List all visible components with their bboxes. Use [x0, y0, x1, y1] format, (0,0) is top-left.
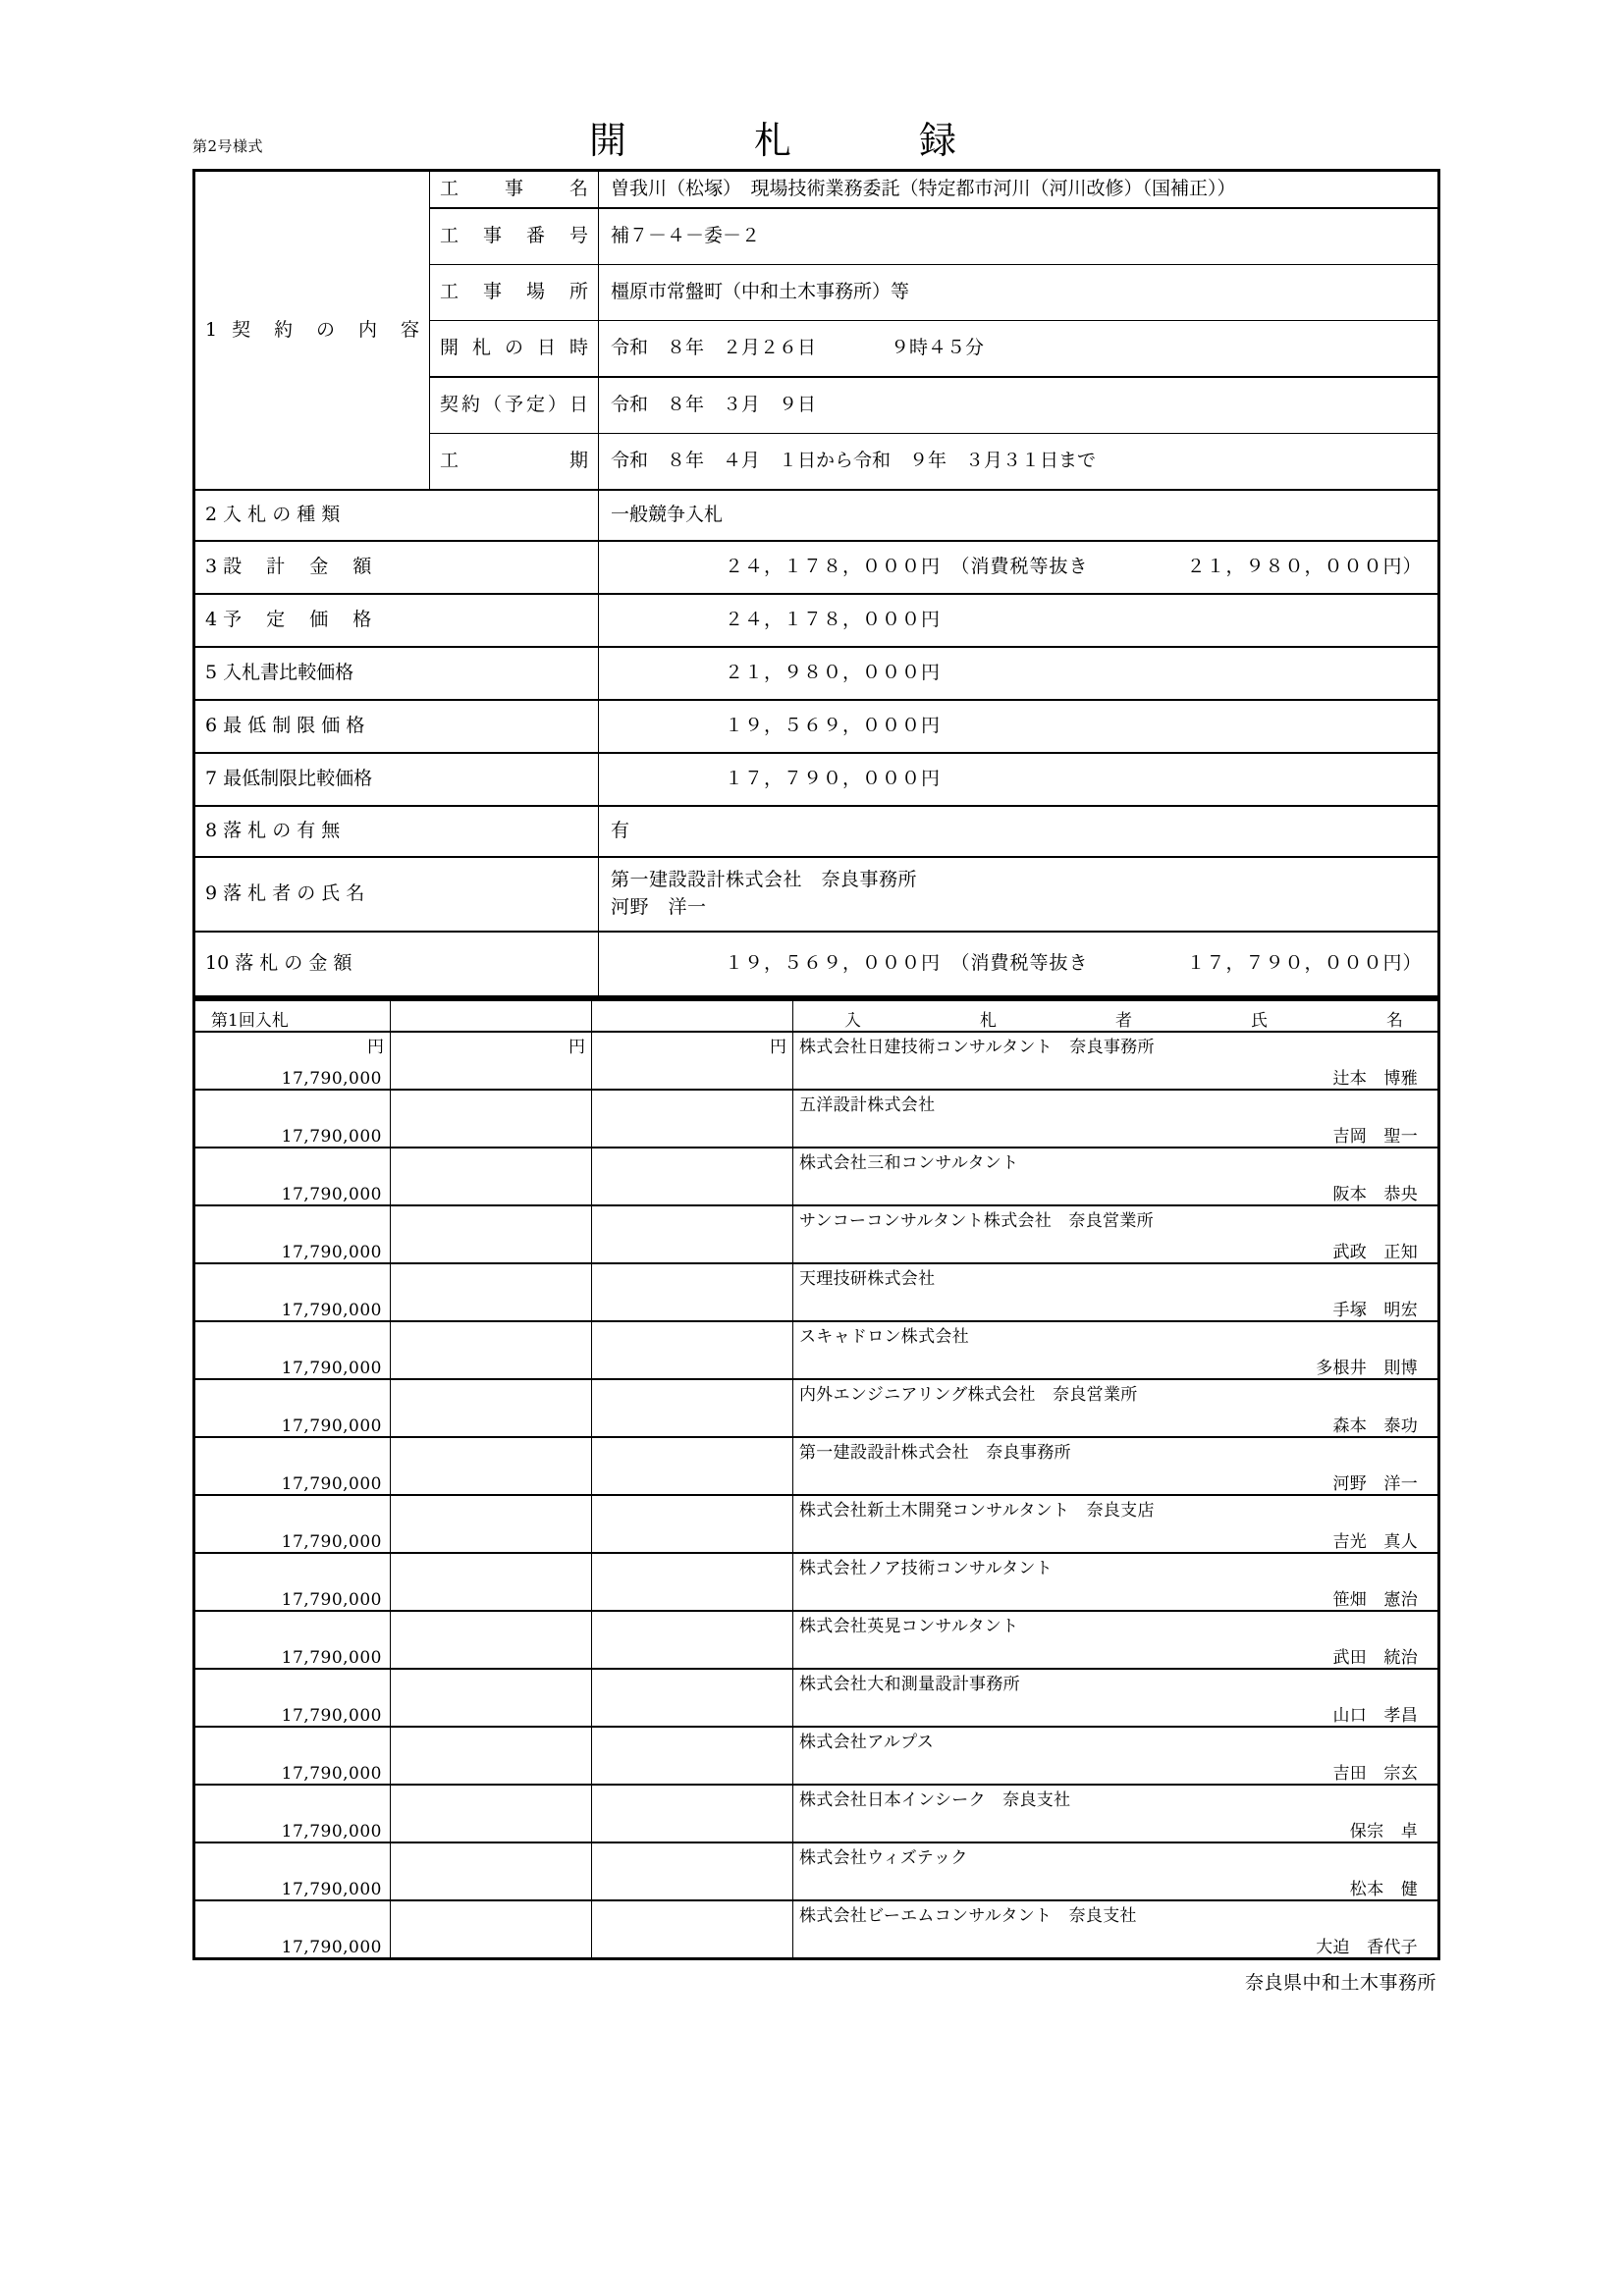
- table-row: [194, 1289, 1439, 1321]
- table-row: [194, 1521, 1439, 1553]
- winner-person: 河野 洋一: [611, 895, 707, 918]
- bidder-person: 阪本 恭央: [793, 1173, 1439, 1205]
- bid-amount-yen-3: [592, 1669, 793, 1694]
- bidder-company: 天理技研株式会社: [793, 1263, 1439, 1289]
- table-row: [194, 1090, 1439, 1115]
- table-row: [194, 1148, 1439, 1173]
- table-row: [194, 1032, 1439, 1057]
- bidder-company: 株式会社日本インシーク 奈良支社: [793, 1785, 1439, 1810]
- item-value-bid-compare-price: ２１，９８０，０００円: [599, 647, 1439, 700]
- bid-amount-yen-1: [194, 1148, 391, 1173]
- bid-amount: 17,790,000: [194, 1868, 391, 1900]
- bid-amount-round3: [592, 1926, 793, 1959]
- bid-amount-round2: [391, 1636, 592, 1669]
- bid-amount-yen-2: [391, 1785, 592, 1810]
- item-label-minimum-compare-price: 7 最低制限比較価格: [194, 753, 599, 806]
- bid-amount-yen-3: [592, 1437, 793, 1463]
- form-number: 第2号様式: [192, 137, 264, 155]
- table-row: [194, 1437, 1439, 1463]
- bid-round-col3: [592, 1000, 793, 1033]
- bid-amount-yen-2: [391, 1148, 592, 1173]
- bid-amount-yen-2: [391, 1553, 592, 1578]
- bid-amount-round3: [592, 1231, 793, 1263]
- bidder-person: 吉岡 聖一: [793, 1115, 1439, 1148]
- bid-amount-yen-2: [391, 1205, 592, 1231]
- bid-amount-round2: [391, 1289, 592, 1321]
- page-title: 開 札 録: [589, 119, 1002, 162]
- bidder-company: 株式会社大和測量設計事務所: [793, 1669, 1439, 1694]
- bid-amount-round2: [391, 1578, 592, 1611]
- bidder-person: 山口 孝昌: [793, 1694, 1439, 1727]
- table-row: [194, 1405, 1439, 1437]
- item-label-winning-amount: 10 落 札 の 金 額: [194, 932, 599, 997]
- bidder-company: サンコーコンサルタント株式会社 奈良営業所: [793, 1205, 1439, 1231]
- item-label-award-exists: 8 落 札 の 有 無: [194, 806, 599, 857]
- table-row: [194, 1669, 1439, 1694]
- row-value-contract-date: 令和 ８年 ３月 ９日: [599, 377, 1439, 434]
- bid-amount-round3: [592, 1289, 793, 1321]
- item-label-winner-name: 9 落 札 者 の 氏 名: [194, 857, 599, 932]
- bid-amount: 17,790,000: [194, 1057, 391, 1090]
- bid-amount-round2: [391, 1173, 592, 1205]
- item-value-winner: [599, 857, 1439, 932]
- item-value-minimum-price: １９，５６９，０００円: [599, 700, 1439, 753]
- bid-amount-yen-3: 円: [592, 1032, 793, 1057]
- bid-amount: 17,790,000: [194, 1926, 391, 1959]
- bid-amount-yen-3: [592, 1263, 793, 1289]
- bid-amount-round2: [391, 1694, 592, 1727]
- item-value-design-amount: ２４，１７８，０００円 （消費税等抜き ２１，９８０，０００円）: [599, 541, 1439, 594]
- bid-amount: 17,790,000: [194, 1173, 391, 1205]
- bid-amount-yen-2: [391, 1727, 592, 1752]
- bidder-company: 株式会社ノア技術コンサルタント: [793, 1553, 1439, 1578]
- bid-amount-yen-1: [194, 1900, 391, 1926]
- bidder-person: 保宗 卓: [793, 1810, 1439, 1842]
- bid-amount-yen-1: [194, 1785, 391, 1810]
- table-row: [194, 1611, 1439, 1636]
- bid-amount-round2: [391, 1926, 592, 1959]
- bid-amount-yen-1: [194, 1321, 391, 1347]
- bidder-company: 五洋設計株式会社: [793, 1090, 1439, 1115]
- bid-amount-round2: [391, 1057, 592, 1090]
- item-label-bid-compare-price: 5 入札書比較価格: [194, 647, 599, 700]
- bidder-company: 内外エンジニアリング株式会社 奈良営業所: [793, 1379, 1439, 1405]
- bid-amount-yen-3: [592, 1379, 793, 1405]
- bid-amount-yen-3: [592, 1611, 793, 1636]
- table-row: [194, 1463, 1439, 1495]
- table-row: [194, 1495, 1439, 1521]
- bidder-company: 株式会社アルプス: [793, 1727, 1439, 1752]
- bid-amount-yen-1: [194, 1495, 391, 1521]
- row-value-bid-datetime: 令和 ８年 ２月２６日 ９時４５分: [599, 320, 1439, 377]
- item-label-bid-type-text: 2 入 札 の 種 類: [205, 503, 341, 525]
- row-label-work-location: 工 事 場 所: [430, 264, 599, 320]
- table-row: [194, 1205, 1439, 1231]
- bid-amount-yen-2: [391, 1263, 592, 1289]
- bid-amount-yen-2: [391, 1900, 592, 1926]
- bid-round-col2: [391, 1000, 592, 1033]
- bid-amount-yen-1: [194, 1379, 391, 1405]
- bid-amount-round3: [592, 1347, 793, 1379]
- table-row: [194, 1578, 1439, 1611]
- bidder-person: 吉光 真人: [793, 1521, 1439, 1553]
- bid-amount-round3: [592, 1694, 793, 1727]
- bid-amount: 17,790,000: [194, 1405, 391, 1437]
- bid-amount: 17,790,000: [194, 1521, 391, 1553]
- table-row: [194, 1785, 1439, 1810]
- bidder-names-header: 入 札 者 氏 名: [793, 1000, 1439, 1033]
- bid-amount-yen-2: [391, 1495, 592, 1521]
- bid-amount-round2: [391, 1405, 592, 1437]
- bid-amount-yen-3: [592, 1205, 793, 1231]
- bidder-company: 株式会社英晃コンサルタント: [793, 1611, 1439, 1636]
- bid-amount: 17,790,000: [194, 1463, 391, 1495]
- bidder-person: 吉田 宗玄: [793, 1752, 1439, 1785]
- bidder-company: 株式会社三和コンサルタント: [793, 1148, 1439, 1173]
- bid-amount-yen-1: [194, 1611, 391, 1636]
- bid-amount-yen-3: [592, 1148, 793, 1173]
- bidder-person: 大迫 香代子: [793, 1926, 1439, 1959]
- table-row: [194, 1263, 1439, 1289]
- table-row: [194, 1057, 1439, 1090]
- bidder-company: スキャドロン株式会社: [793, 1321, 1439, 1347]
- item-label-design-amount: 3 設 計 金 額: [194, 541, 599, 594]
- bid-amount-round2: [391, 1521, 592, 1553]
- table-row: [194, 1231, 1439, 1263]
- bid-amount: 17,790,000: [194, 1752, 391, 1785]
- row-label-contract-date: 契約（予定）日: [430, 377, 599, 434]
- item-label-bid-type: [194, 490, 599, 541]
- bid-amount: 17,790,000: [194, 1115, 391, 1148]
- bid-amount-round3: [592, 1752, 793, 1785]
- bidder-person: 武政 正知: [793, 1231, 1439, 1263]
- bid-amount-yen-2: 円: [391, 1032, 592, 1057]
- bid-amount-round3: [592, 1173, 793, 1205]
- bid-amount-round2: [391, 1868, 592, 1900]
- bid-amount: 17,790,000: [194, 1578, 391, 1611]
- bid-amount-round3: [592, 1810, 793, 1842]
- row-label-work-number: 工 事 番 号: [430, 208, 599, 265]
- bid-amount-yen-3: [592, 1553, 793, 1578]
- table-row: [194, 1115, 1439, 1148]
- table-row: [194, 1636, 1439, 1669]
- item-value-minimum-compare-price: １７，７９０，０００円: [599, 753, 1439, 806]
- section1-label: 1 契 約 の 内 容: [194, 171, 430, 490]
- item-value-bid-type: 一般競争入札: [599, 490, 1439, 541]
- bid-amount: 17,790,000: [194, 1231, 391, 1263]
- bid-amount-yen-3: [592, 1842, 793, 1868]
- bid-amount-yen-3: [592, 1321, 793, 1347]
- table-row: [194, 1321, 1439, 1347]
- row-label-bid-datetime: 開 札 の 日 時: [430, 320, 599, 377]
- bid-amount-yen-3: [592, 1785, 793, 1810]
- table-row: [194, 1842, 1439, 1868]
- bid-round-label: 第1回入札: [194, 1000, 391, 1033]
- table-row: [194, 1173, 1439, 1205]
- table-row: [194, 1347, 1439, 1379]
- bidder-person: 辻本 博雅: [793, 1057, 1439, 1090]
- bid-amount-round2: [391, 1752, 592, 1785]
- bid-amount-yen-2: [391, 1321, 592, 1347]
- bid-amount-yen-2: [391, 1669, 592, 1694]
- bid-amount: 17,790,000: [194, 1347, 391, 1379]
- table-row: [194, 1868, 1439, 1900]
- table-row: [194, 1900, 1439, 1926]
- bid-amount-round3: [592, 1057, 793, 1090]
- bid-amount-round3: [592, 1463, 793, 1495]
- bid-amount: 17,790,000: [194, 1289, 391, 1321]
- bid-amount-yen-3: [592, 1900, 793, 1926]
- issuing-office: 奈良県中和土木事務所: [1244, 1972, 1436, 1994]
- bid-amount-round2: [391, 1115, 592, 1148]
- bidder-company: 株式会社ウィズテック: [793, 1842, 1439, 1868]
- table-row: [194, 1727, 1439, 1752]
- bid-amount-round3: [592, 1405, 793, 1437]
- bid-amount-round3: [592, 1868, 793, 1900]
- bid-amount-yen-1: [194, 1727, 391, 1752]
- table-row: [194, 1694, 1439, 1727]
- item-value-planned-price: ２４，１７８，０００円: [599, 594, 1439, 647]
- bidder-person: 河野 洋一: [793, 1463, 1439, 1495]
- bid-amount-yen-1: [194, 1205, 391, 1231]
- item-label-minimum-price: 6 最 低 制 限 価 格: [194, 700, 599, 753]
- table-row: [194, 1553, 1439, 1578]
- bid-amount-round2: [391, 1347, 592, 1379]
- row-label-work-name: 工 事 名: [430, 171, 599, 208]
- bid-amount-yen-1: [194, 1090, 391, 1115]
- table-row: [194, 1926, 1439, 1959]
- bid-amount-round3: [592, 1521, 793, 1553]
- bid-amount-yen-1: [194, 1842, 391, 1868]
- item-value-winning-amount: １９，５６９，０００円 （消費税等抜き １７，７９０，０００円）: [599, 932, 1439, 997]
- table-row: [194, 1810, 1439, 1842]
- bid-amount-yen-3: [592, 1727, 793, 1752]
- bidder-person: 笹畑 憲治: [793, 1578, 1439, 1611]
- bid-amount-round3: [592, 1636, 793, 1669]
- bid-amount-yen-2: [391, 1842, 592, 1868]
- bidder-person: 武田 統治: [793, 1636, 1439, 1669]
- bid-amount-yen-1: [194, 1669, 391, 1694]
- bidder-company: 株式会社ビーエムコンサルタント 奈良支社: [793, 1900, 1439, 1926]
- bid-amount-round2: [391, 1810, 592, 1842]
- bid-amount-yen-3: [592, 1495, 793, 1521]
- bid-amount-yen-1: [194, 1263, 391, 1289]
- bidders-table: [192, 998, 1454, 1960]
- row-value-work-number: 補７－４－委－２: [599, 208, 1439, 265]
- bidder-company: 株式会社新土木開発コンサルタント 奈良支店: [793, 1495, 1439, 1521]
- contract-summary-table: [192, 169, 1440, 998]
- bid-amount-yen-2: [391, 1437, 592, 1463]
- bidder-person: 松本 健: [793, 1868, 1439, 1900]
- bid-amount-yen-3: [592, 1090, 793, 1115]
- bid-amount-yen-2: [391, 1090, 592, 1115]
- bid-amount: 17,790,000: [194, 1636, 391, 1669]
- bidder-person: 森本 泰功: [793, 1405, 1439, 1437]
- bidder-person: 手塚 明宏: [793, 1289, 1439, 1321]
- bidder-company: 第一建設設計株式会社 奈良事務所: [793, 1437, 1439, 1463]
- bid-amount-round3: [592, 1115, 793, 1148]
- row-value-work-name: 曽我川（松塚） 現場技術業務委託（特定都市河川（河川改修）（国補正））: [599, 171, 1439, 208]
- row-label-work-period: 工 期: [430, 433, 599, 490]
- bid-amount: 17,790,000: [194, 1694, 391, 1727]
- table-row: [194, 1752, 1439, 1785]
- bid-amount-yen-1: [194, 1553, 391, 1578]
- bid-amount-round2: [391, 1463, 592, 1495]
- row-value-work-location: 橿原市常盤町（中和土木事務所）等: [599, 264, 1439, 320]
- table-row: [194, 1379, 1439, 1405]
- item-value-award-exists: 有: [599, 806, 1439, 857]
- bid-amount-yen-1: [194, 1437, 391, 1463]
- bidder-person: 多根井 則博: [793, 1347, 1439, 1379]
- winner-company: 第一建設設計株式会社 奈良事務所: [611, 869, 918, 890]
- bid-amount-yen-1: 円: [194, 1032, 391, 1057]
- bid-amount-yen-2: [391, 1611, 592, 1636]
- bid-amount: 17,790,000: [194, 1810, 391, 1842]
- bidder-company: 株式会社日建技術コンサルタント 奈良事務所: [793, 1032, 1439, 1057]
- row-value-work-period: 令和 ８年 ４月 １日から令和 ９年 ３月３１日まで: [599, 433, 1439, 490]
- bid-amount-round3: [592, 1578, 793, 1611]
- item-label-planned-price: 4 予 定 価 格: [194, 594, 599, 647]
- bid-amount-round2: [391, 1231, 592, 1263]
- bid-amount-yen-2: [391, 1379, 592, 1405]
